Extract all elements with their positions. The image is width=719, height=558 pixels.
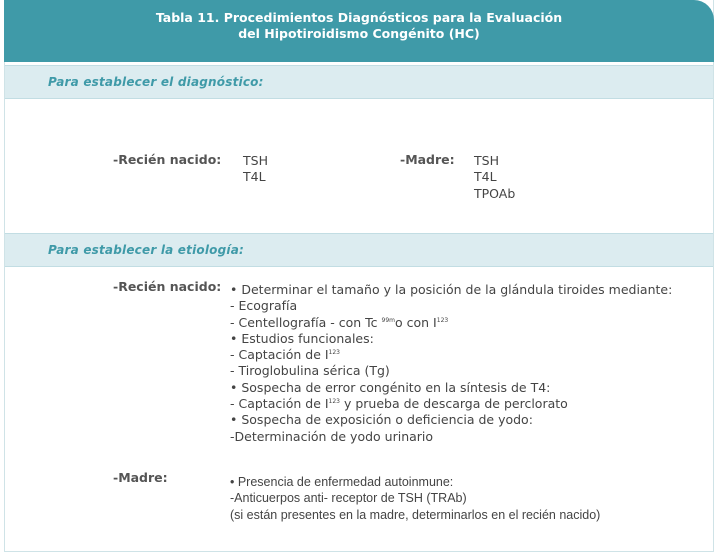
section-band-diagnosis (5, 65, 713, 99)
list-item: - Tiroglobulina sérica (Tg) (230, 363, 390, 379)
section-heading-etiology: Para establecer la etiología: (48, 243, 245, 257)
diagnosis-newborn-tests (243, 153, 268, 186)
list-item: T4L (243, 169, 266, 185)
section-band-etiology (5, 233, 713, 267)
diagnosis-newborn-label: -Recién nacido: (113, 152, 222, 167)
list-item: • Determinar el tamaño y la posición de la glándula tiroides mediante: (230, 282, 673, 297)
diagnosis-mother-tests (474, 153, 515, 202)
table-title (4, 10, 714, 42)
list-item: TSH (243, 153, 268, 168)
list-item: • Sospecha de error congénito en la síntesis de T4: (230, 379, 551, 395)
list-item: - Centellografía - con Tc $^{99m}$o con $I^{123}$ (230, 314, 449, 330)
list-item: TSH (474, 153, 499, 168)
list-item: • Sospecha de exposición o deficiencia de yodo: (230, 412, 533, 428)
list-item: • Estudios funcionales: (230, 330, 374, 346)
list-item: TPOAb (474, 185, 516, 201)
list-item: - Ecografía (230, 298, 298, 314)
section-heading-diagnosis: Para establecer el diagnóstico: (48, 75, 264, 89)
title-line-1: Tabla 11. Procedimientos Diagnósticos para la Evaluación (155, 10, 563, 25)
etiology-newborn-label: -Recién nacido: (113, 279, 222, 294)
etiology-newborn-lines (230, 282, 672, 445)
list-item: T4L (474, 169, 497, 185)
diagnosis-mother-label: -Madre: (400, 152, 455, 167)
etiology-mother-lines (230, 474, 600, 523)
list-item: -Anticuerpos anti- receptor de TSH (TRAb) (230, 491, 467, 506)
etiology-mother-label: -Madre: (113, 470, 168, 485)
list-item: - Captación de $I^{123}$ y prueba de descarga de perclorato (230, 396, 568, 412)
list-item: - Captación de $I^{123}$ (230, 347, 340, 363)
list-item: (si están presentes en la madre, determinarlos en el recién nacido) (230, 507, 601, 522)
table-header (4, 0, 714, 62)
list-item: • Presencia de enfermedad autoinmune: (230, 475, 454, 489)
list-item: -Determinación de yodo urinario (230, 428, 434, 444)
title-line-2: del Hipotiroidismo Congénito (HC) (238, 26, 480, 41)
